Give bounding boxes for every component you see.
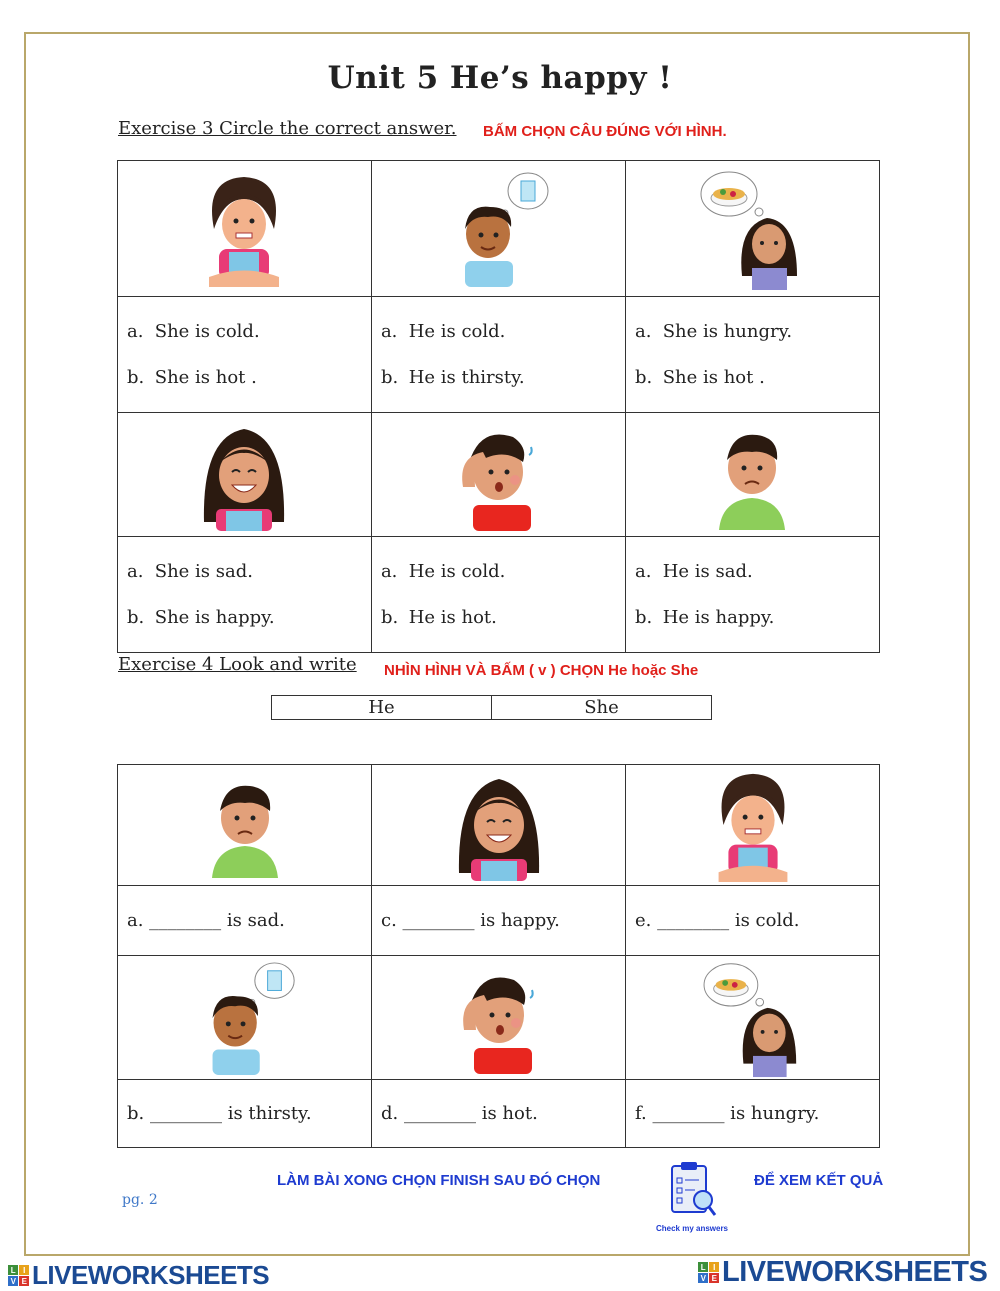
picture-cell <box>626 765 880 886</box>
exercise4-instruction: NHÌN HÌNH VÀ BẤM ( v ) CHỌN He hoặc She <box>384 662 699 679</box>
fill-cell <box>118 886 372 956</box>
option-b[interactable]: b. She is hot . <box>634 367 765 388</box>
sentence-c[interactable]: c. ________ is happy. <box>381 910 560 931</box>
answer-cell <box>371 297 625 413</box>
option-b[interactable]: b. She is happy. <box>127 607 275 628</box>
option-b[interactable]: b. He is thirsty. <box>380 367 525 388</box>
girl-happy-image <box>194 417 294 532</box>
option-a[interactable]: a. He is cold. <box>380 561 506 582</box>
answer-cell <box>118 297 372 413</box>
exercise3-table <box>117 160 880 653</box>
picture-cell <box>372 956 626 1080</box>
picture-cell <box>625 413 879 537</box>
picture-cell <box>371 413 625 537</box>
girl-cold-image <box>194 169 294 289</box>
picture-cell <box>372 765 626 886</box>
exercise3-label: Exercise 3 Circle the correct answer. <box>118 118 457 139</box>
sentence-b[interactable]: b. ________ is thirsty. <box>127 1103 312 1124</box>
boy-thirsty-image <box>190 959 300 1077</box>
exercise4-label: Exercise 4 Look and write <box>118 654 357 675</box>
answer-cell <box>625 537 879 653</box>
option-b[interactable]: b. She is hot . <box>127 367 257 388</box>
boy-hot-image <box>443 417 553 532</box>
option-a[interactable]: a. He is cold. <box>380 321 506 342</box>
girl-cold-image <box>703 766 803 884</box>
word-he: He <box>272 696 492 720</box>
picture-cell <box>118 161 372 297</box>
fill-cell <box>626 886 880 956</box>
picture-cell <box>625 161 879 297</box>
exercise4-table <box>117 764 880 1148</box>
option-b[interactable]: b. He is happy. <box>634 607 775 628</box>
picture-cell <box>118 413 372 537</box>
word-she: She <box>492 696 712 720</box>
option-b[interactable]: b. He is hot. <box>380 607 497 628</box>
boy-thirsty-image <box>443 169 553 289</box>
liveworksheets-logo-right: L I V E LIVEWORKSHEETS <box>698 1256 987 1289</box>
girl-hungry-image <box>698 958 808 1078</box>
picture-cell <box>371 161 625 297</box>
liveworksheets-logo-left: L I V E LIVEWORKSHEETS <box>8 1260 269 1291</box>
picture-cell <box>626 956 880 1080</box>
page-number: pg. 2 <box>122 1192 158 1208</box>
boy-hot-image <box>444 960 554 1075</box>
fill-cell <box>118 1080 372 1148</box>
finish-instruction: LÀM BÀI XONG CHỌN FINISH SAU ĐÓ CHỌN <box>277 1172 601 1189</box>
logo-badge-icon: L I V E <box>8 1265 29 1286</box>
option-a[interactable]: a. He is sad. <box>634 561 753 582</box>
word-bank <box>271 695 712 720</box>
girl-happy-image <box>449 769 549 881</box>
sentence-d[interactable]: d. ________ is hot. <box>381 1103 538 1124</box>
check-answers-caption: Check my answers <box>655 1224 729 1233</box>
check-answers-button[interactable] <box>652 1160 732 1233</box>
sentence-f[interactable]: f. ________ is hungry. <box>635 1103 820 1124</box>
answer-cell <box>625 297 879 413</box>
exercise3-instruction: BẤM CHỌN CÂU ĐÚNG VỚI HÌNH. <box>483 123 727 140</box>
fill-cell <box>372 1080 626 1148</box>
answer-cell <box>118 537 372 653</box>
answer-cell <box>371 537 625 653</box>
fill-cell <box>626 1080 880 1148</box>
option-a[interactable]: a. She is sad. <box>127 561 253 582</box>
girl-hungry-image <box>697 166 807 291</box>
fill-cell <box>372 886 626 956</box>
boy-sad-image <box>707 420 797 530</box>
result-instruction: ĐỂ XEM KẾT QUẢ <box>754 1172 884 1189</box>
option-a[interactable]: a. She is cold. <box>127 321 260 342</box>
sentence-a[interactable]: a. ________ is sad. <box>127 910 285 931</box>
clipboard-check-icon <box>667 1160 717 1220</box>
logo-badge-icon: L I V E <box>698 1262 719 1283</box>
boy-sad-image <box>200 773 290 878</box>
page-title: Unit 5 He’s happy ! <box>327 60 673 96</box>
picture-cell <box>118 765 372 886</box>
sentence-e[interactable]: e. ________ is cold. <box>635 910 800 931</box>
option-a[interactable]: a. She is hungry. <box>634 321 793 342</box>
picture-cell <box>118 956 372 1080</box>
